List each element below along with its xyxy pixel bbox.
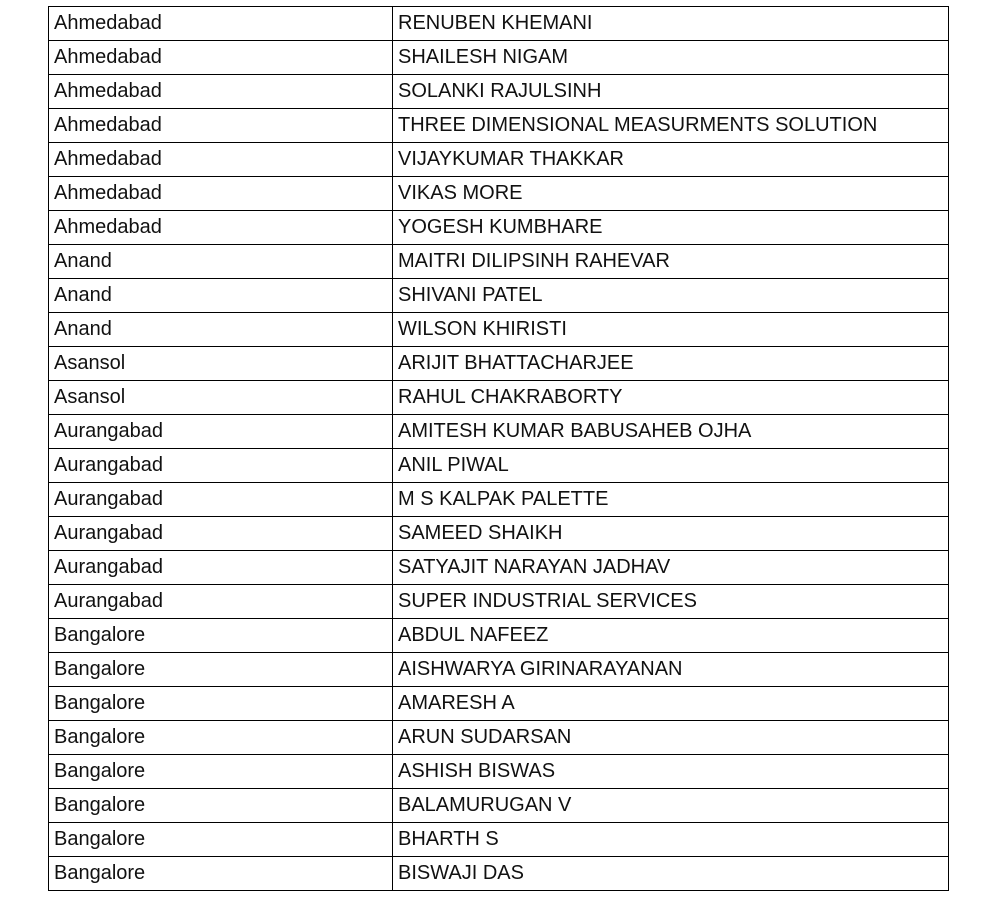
table-row [49,7,949,41]
name-cell: SOLANKI RAJULSINH [393,75,949,109]
city-cell: Aurangabad [49,415,393,449]
table-row [49,41,949,75]
name-cell: AMARESH A [393,687,949,721]
table-row [49,483,949,517]
table-row [49,789,949,823]
name-cell: MAITRI DILIPSINH RAHEVAR [393,245,949,279]
name-cell: BISWAJI DAS [393,857,949,891]
city-cell: Ahmedabad [49,41,393,75]
name-cell: VIKAS MORE [393,177,949,211]
city-cell: Anand [49,245,393,279]
name-cell: YOGESH KUMBHARE [393,211,949,245]
name-cell: AMITESH KUMAR BABUSAHEB OJHA [393,415,949,449]
name-cell: ARIJIT BHATTACHARJEE [393,347,949,381]
name-cell: ARUN SUDARSAN [393,721,949,755]
table-row [49,381,949,415]
city-cell: Bangalore [49,823,393,857]
city-cell: Aurangabad [49,483,393,517]
city-cell: Bangalore [49,755,393,789]
table-row [49,517,949,551]
table-row [49,857,949,891]
name-cell: SHAILESH NIGAM [393,41,949,75]
table-row [49,449,949,483]
city-cell: Anand [49,313,393,347]
city-cell: Ahmedabad [49,75,393,109]
name-cell: BHARTH S [393,823,949,857]
city-cell: Aurangabad [49,449,393,483]
city-cell: Ahmedabad [49,211,393,245]
city-cell: Aurangabad [49,585,393,619]
spreadsheet-grid [48,6,948,891]
table-row [49,177,949,211]
city-cell: Bangalore [49,619,393,653]
name-cell: SHIVANI PATEL [393,279,949,313]
name-cell: RENUBEN KHEMANI [393,7,949,41]
table-row [49,415,949,449]
city-cell: Aurangabad [49,517,393,551]
name-cell: ABDUL NAFEEZ [393,619,949,653]
table-row [49,619,949,653]
city-cell: Bangalore [49,789,393,823]
table-row [49,585,949,619]
city-cell: Asansol [49,381,393,415]
name-cell: M S KALPAK PALETTE [393,483,949,517]
name-cell: BALAMURUGAN V [393,789,949,823]
name-cell: THREE DIMENSIONAL MEASURMENTS SOLUTION [393,109,949,143]
table-row [49,551,949,585]
table-row [49,687,949,721]
city-cell: Aurangabad [49,551,393,585]
table-row [49,755,949,789]
city-cell: Bangalore [49,721,393,755]
table-row [49,109,949,143]
name-cell: VIJAYKUMAR THAKKAR [393,143,949,177]
table-row [49,245,949,279]
city-cell: Ahmedabad [49,177,393,211]
city-cell: Asansol [49,347,393,381]
name-cell: RAHUL CHAKRABORTY [393,381,949,415]
city-cell: Ahmedabad [49,143,393,177]
city-name-table [48,6,949,891]
city-cell: Ahmedabad [49,7,393,41]
city-cell: Anand [49,279,393,313]
name-cell: SATYAJIT NARAYAN JADHAV [393,551,949,585]
table-row [49,75,949,109]
name-cell: AISHWARYA GIRINARAYANAN [393,653,949,687]
name-cell: SAMEED SHAIKH [393,517,949,551]
table-row [49,313,949,347]
table-row [49,653,949,687]
table-row [49,211,949,245]
table-row [49,279,949,313]
name-cell: SUPER INDUSTRIAL SERVICES [393,585,949,619]
city-cell: Bangalore [49,687,393,721]
name-cell: ANIL PIWAL [393,449,949,483]
table-row [49,823,949,857]
table-row [49,721,949,755]
table-row [49,143,949,177]
city-cell: Bangalore [49,653,393,687]
table-row [49,347,949,381]
city-cell: Ahmedabad [49,109,393,143]
name-cell: ASHISH BISWAS [393,755,949,789]
name-cell: WILSON KHIRISTI [393,313,949,347]
city-cell: Bangalore [49,857,393,891]
